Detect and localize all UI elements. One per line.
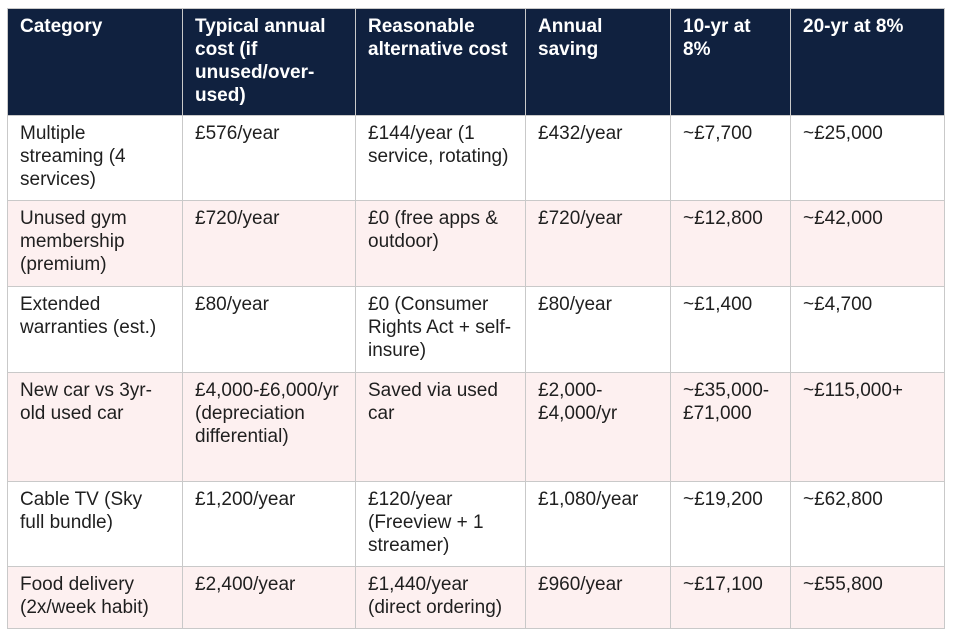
cell-annual-saving: £432/year bbox=[526, 116, 671, 201]
cell-10yr: ~£19,200 bbox=[671, 482, 791, 567]
cell-alternative-cost: £1,440/year (direct ordering) bbox=[356, 567, 526, 629]
cell-20yr: ~£4,700 bbox=[791, 287, 945, 373]
cell-typical-cost: £576/year bbox=[183, 116, 356, 201]
cell-category: Unused gym membership (premium) bbox=[8, 201, 183, 287]
cell-alternative-cost: £0 (Consumer Rights Act + self-insure) bbox=[356, 287, 526, 373]
table-row bbox=[8, 373, 945, 482]
cell-annual-saving: £2,000-£4,000/yr bbox=[526, 373, 671, 482]
table-row bbox=[8, 567, 945, 629]
table-row bbox=[8, 201, 945, 287]
cell-20yr: ~£55,800 bbox=[791, 567, 945, 629]
cell-20yr: ~£42,000 bbox=[791, 201, 945, 287]
comparison-table-container bbox=[7, 8, 945, 629]
table-row bbox=[8, 287, 945, 373]
header-typical-annual-cost: Typical annual cost (if unused/over-used) bbox=[183, 9, 356, 116]
cell-10yr: ~£1,400 bbox=[671, 287, 791, 373]
cell-alternative-cost: £0 (free apps & outdoor) bbox=[356, 201, 526, 287]
cell-alternative-cost: £144/year (1 service, rotating) bbox=[356, 116, 526, 201]
cell-20yr: ~£115,000+ bbox=[791, 373, 945, 482]
cell-10yr: ~£7,700 bbox=[671, 116, 791, 201]
cell-annual-saving: £1,080/year bbox=[526, 482, 671, 567]
header-category: Category bbox=[8, 9, 183, 116]
cell-category: Cable TV (Sky full bundle) bbox=[8, 482, 183, 567]
cell-annual-saving: £720/year bbox=[526, 201, 671, 287]
header-annual-saving: Annual saving bbox=[526, 9, 671, 116]
cost-comparison-table bbox=[7, 8, 945, 629]
table-row bbox=[8, 482, 945, 567]
cell-10yr: ~£17,100 bbox=[671, 567, 791, 629]
cell-annual-saving: £960/year bbox=[526, 567, 671, 629]
cell-category: Extended warranties (est.) bbox=[8, 287, 183, 373]
cell-typical-cost: £1,200/year bbox=[183, 482, 356, 567]
cell-alternative-cost: Saved via used car bbox=[356, 373, 526, 482]
header-10yr: 10-yr at 8% bbox=[671, 9, 791, 116]
cell-category: Multiple streaming (4 services) bbox=[8, 116, 183, 201]
header-alternative-cost: Reasonable alternative cost bbox=[356, 9, 526, 116]
cell-typical-cost: £2,400/year bbox=[183, 567, 356, 629]
cell-annual-saving: £80/year bbox=[526, 287, 671, 373]
table-header-row bbox=[8, 9, 945, 116]
cell-10yr: ~£12,800 bbox=[671, 201, 791, 287]
cell-alternative-cost: £120/year (Freeview + 1 streamer) bbox=[356, 482, 526, 567]
cell-category: Food delivery (2x/week habit) bbox=[8, 567, 183, 629]
cell-10yr: ~£35,000-£71,000 bbox=[671, 373, 791, 482]
cell-typical-cost: £80/year bbox=[183, 287, 356, 373]
cell-category: New car vs 3yr-old used car bbox=[8, 373, 183, 482]
cell-20yr: ~£25,000 bbox=[791, 116, 945, 201]
cell-typical-cost: £720/year bbox=[183, 201, 356, 287]
header-20yr: 20-yr at 8% bbox=[791, 9, 945, 116]
table-row bbox=[8, 116, 945, 201]
cell-20yr: ~£62,800 bbox=[791, 482, 945, 567]
cell-typical-cost: £4,000-£6,000/yr (depreciation differential) bbox=[183, 373, 356, 482]
